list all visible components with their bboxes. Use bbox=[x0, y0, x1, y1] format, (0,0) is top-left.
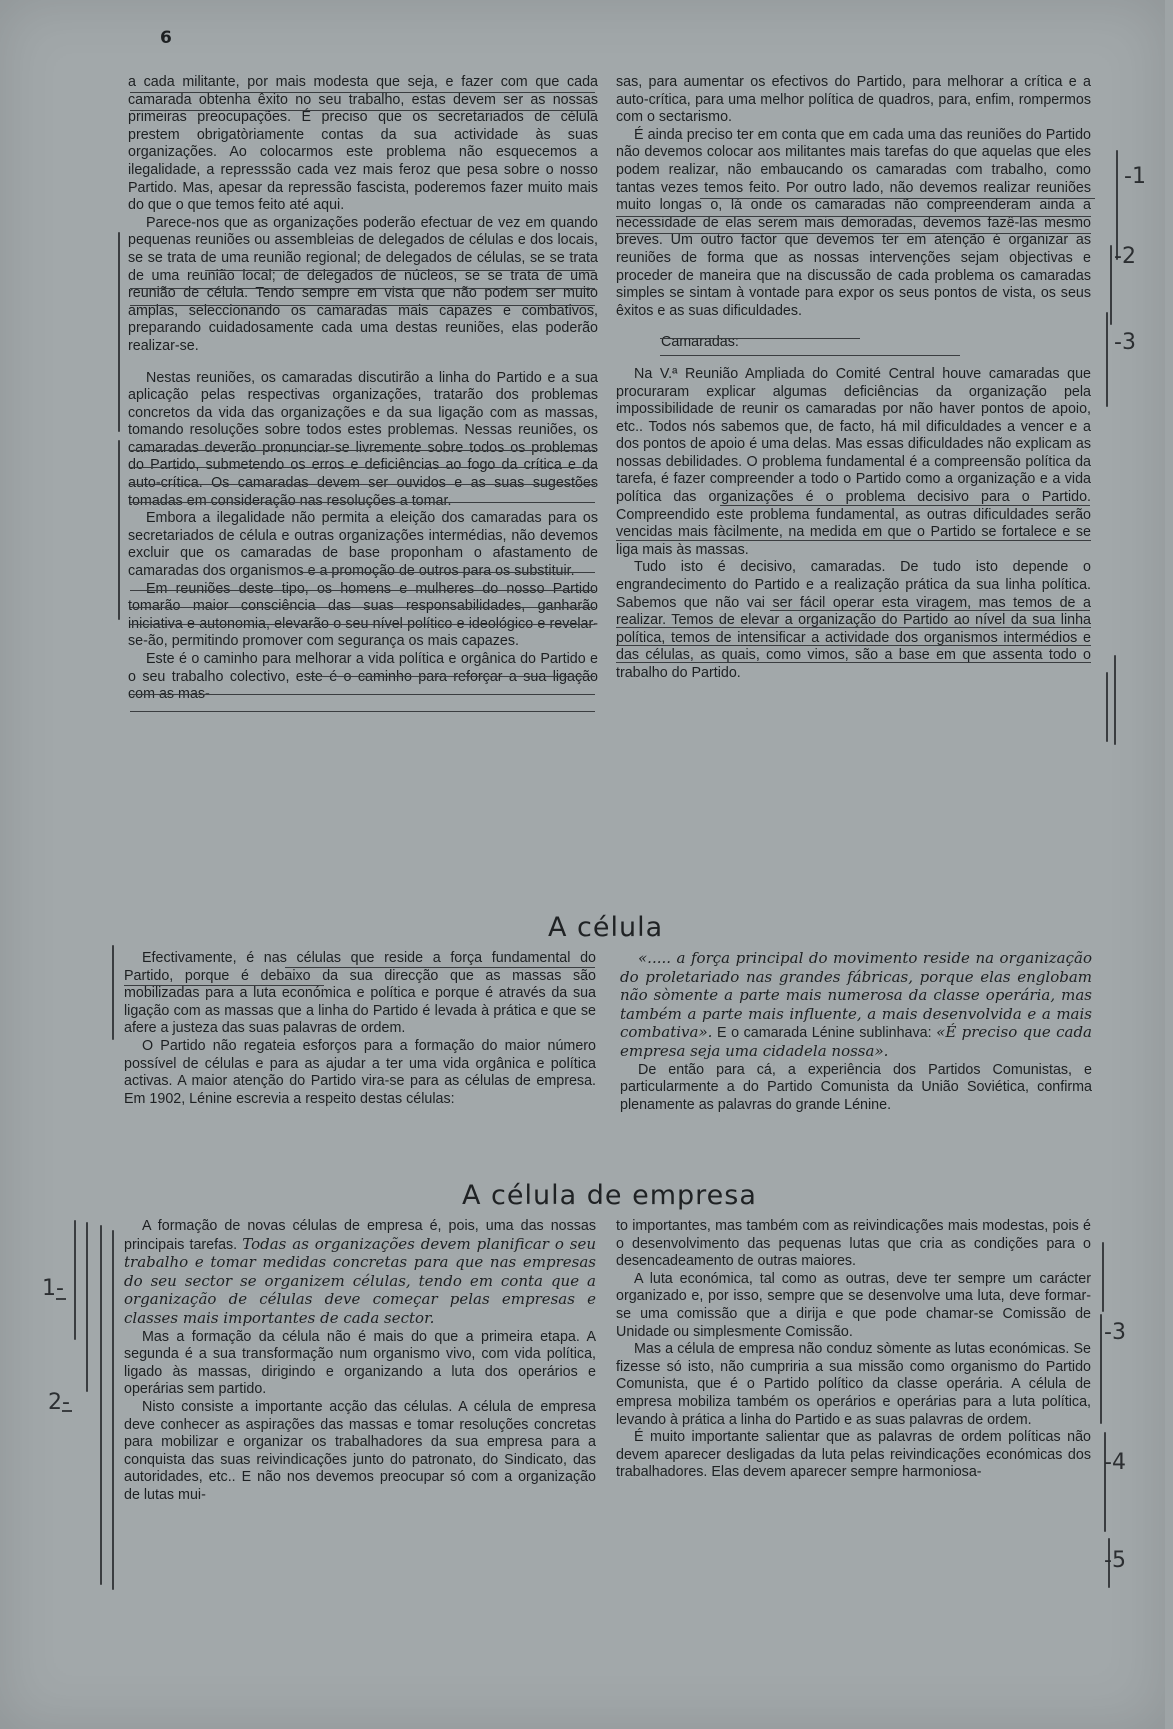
margin-bar bbox=[1104, 1432, 1106, 1532]
paragraph: to importantes, mas também com as reivindicações mais modestas, pois é o desenvolvimento das pequenas lutas que cria as condições para o desencadeamento de outras maiores. bbox=[616, 1218, 1091, 1270]
paragraph: Parece-nos que as organizações poderão efectuar de vez em quando pequenas reuniões ou assembleias de delegados de células e dos locais, se se trata de uma reunião regional; de delegados de células, se se trata de uma reunião local; de delegados de núcleos, se se trata de uma reunião de célula. Tendo sempre em vista que não podem ser muito amplas, seleccionando os camaradas mais capazes e combativos, preparando cuidadosamente cada uma destas reuniões, elas poderão realizar-se. bbox=[128, 214, 598, 354]
pencil-tick bbox=[62, 1410, 72, 1412]
pencil-underline bbox=[130, 92, 595, 93]
paragraph: Mas a formação da célula não é mais do que a primeira etapa. A segunda é a sua transformação num organismo vivo, com vida política, ligado às massas, dirigindo e organizando a luta dos operários e operárias sem partido. bbox=[124, 1328, 596, 1398]
pencil-underline bbox=[660, 355, 960, 356]
paragraph: Tudo isto é decisivo, camaradas. De tudo isto depende o engrandecimento do Partido e a realização prática da sua linha política. Sabemos que não vai ser fácil operar esta viragem, mas temos de a realizar. Temos de elevar a organização do Partido ao nível da sua linha política, temos de intensificar a actividade dos organismos intermédios e das células, as quais, como vimos, são a base em que assenta todo o trabalho do Partido. bbox=[616, 559, 1091, 681]
paragraph: a cada militante, por mais modesta que seja, e fazer com que cada camarada obtenha êxito no seu trabalho, estas devem ser as nossas primeiras preocupações. É preciso que os secretariados de célula prestem obrigatòriamente contas da sua actividade às suas organizações. Ao colocarmos este problema não esquecemos a ilegalidade, a represssão cada vez mais feroz que pesa sobre o nosso Partido. Mas, apesar da repressão fascista, poderemos fazer muito mais do que o que temos feito até aqui. bbox=[128, 74, 598, 214]
pencil-underline bbox=[130, 484, 595, 485]
pencil-underline bbox=[124, 985, 324, 986]
margin-note: -3 bbox=[1114, 330, 1136, 355]
pencil-underline bbox=[130, 590, 595, 591]
pencil-underline bbox=[130, 450, 595, 451]
margin-bar bbox=[118, 440, 120, 620]
paragraph: É muito importante salientar que as palavras de ordem políticas não devem aparecer desligadas da luta pelas reivindicações económicas dos trabalhadores. Elas devem aparecer sempre harmoniosa- bbox=[616, 1429, 1091, 1481]
left-column-top bbox=[128, 74, 598, 704]
margin-note: 2- bbox=[48, 1390, 70, 1415]
margin-note: -2 bbox=[1114, 244, 1136, 269]
celula-left-column bbox=[124, 950, 596, 1108]
section-heading: A célula de empresa bbox=[462, 1180, 757, 1211]
pencil-underline bbox=[130, 694, 595, 695]
pencil-underline bbox=[616, 662, 1091, 663]
paragraph-text: A formação de novas células de empresa é, pois, uma das nossas principais tarefas. bbox=[124, 1218, 596, 1253]
pencil-underline bbox=[285, 967, 595, 968]
paragraph: sas, para aumentar os efectivos do Partido, para melhorar a crítica e a auto-crítica, para uma melhor política de quadros, para, enfim, rompermos com o sectarismo. bbox=[616, 74, 1091, 126]
margin-bar bbox=[1106, 312, 1108, 407]
quote-intro: E o camarada Lénine sublinhava: bbox=[712, 1025, 937, 1042]
paragraph: Este é o caminho para melhorar a vida política e orgânica do Partido e o seu trabalho colectivo, este é o caminho para reforçar a sua ligação com as mas- bbox=[128, 651, 598, 703]
pencil-underline bbox=[616, 233, 1091, 234]
paragraph: A luta económica, tal como as outras, deve ter sempre um carácter organizado e, por isso, sempre que se desenvolve uma luta, deve formar-se uma comissão que a dirija e que pode chamar-se Comissão de Unidade ou simplesmente Comissão. bbox=[616, 1270, 1091, 1340]
margin-note: -4 bbox=[1104, 1450, 1126, 1475]
pencil-underline bbox=[616, 627, 1091, 628]
pencil-tick bbox=[56, 1298, 66, 1300]
pencil-underline bbox=[130, 110, 595, 111]
paragraph: Nisto consiste a importante acção das células. A célula de empresa deve conhecer as aspirações das massas e tomar resoluções concretas para mobilizar e organizar os trabalhadores da sua empresa para a conquista das suas reivindicações junto do patronato, do Sindicato, das autoridades, etc.. E não nos devemos preocupar só com a organização de lutas mui- bbox=[124, 1398, 596, 1503]
pencil-underline bbox=[130, 711, 595, 712]
margin-note: -1 bbox=[1124, 164, 1146, 189]
paragraph: Em reuniões deste tipo, os homens e mulheres do nosso Partido tomarão maior consciência das suas responsabilidades, ganharão iniciativa e autonomia, elevarão o seu nível político e ideológico e revelar-se-ão, permitindo promover com segurança os mais capazes. bbox=[128, 580, 598, 650]
pencil-underline bbox=[616, 216, 1091, 217]
pencil-underline bbox=[130, 288, 595, 289]
pencil-underline bbox=[660, 338, 860, 339]
margin-bar bbox=[118, 232, 120, 432]
margin-bar bbox=[112, 1230, 114, 1590]
paragraph: É ainda preciso ter em conta que em cada uma das reuniões do Partido não devemos colocar aos militantes mais tarefas do que aquelas que eles podem realizar, não embaucando os camaradas com trabalho, como tantas vezes temos feito. Por outro lado, não devemos realizar reuniões muito longas o, lá onde os camaradas não compreenderam ainda a necessidade de elas serem mais demoradas, devemos fazê-las mesmo breves. Um outro factor que devemos ter em atenção é organizar as reuniões de forma que as nossas intervenções sejam objectivas e proceder de maneira que na discussão de cada problema os camaradas simples se sintam à vontade para expor os seus pontos de vista, os seus êxitos e as suas dificuldades. bbox=[616, 126, 1091, 319]
margin-bar bbox=[100, 1225, 102, 1585]
section-heading: A célula bbox=[548, 912, 664, 943]
margin-note: 1- bbox=[42, 1276, 64, 1301]
salutation: Camaradas: bbox=[661, 334, 739, 351]
margin-bar bbox=[112, 945, 114, 1040]
pencil-underline bbox=[770, 610, 1090, 611]
right-column-top bbox=[616, 74, 1091, 683]
italic-passage: Todas as organizações devem planificar o seu trabalho e tomar medidas concretas para que nas empresas do seu sector se organizem células, tendo em conta que a organização de células deve começar pelas empresas e classes mais importantes de cada sector. bbox=[124, 1234, 596, 1327]
empresa-left-column bbox=[124, 1218, 596, 1505]
pencil-underline bbox=[130, 607, 595, 608]
paragraph: Efectivamente, é nas células que reside a força fundamental do Partido, porque é debaixo da sua direcção que as massas são mobilizadas para a luta económica e política e porque é através da sua ligação com as massas que a linha do Partido é levada à prática e que se afere a justeza das suas palavras de ordem. bbox=[124, 950, 596, 1037]
empresa-right-column bbox=[616, 1218, 1091, 1482]
paragraph: Na V.ª Reunião Ampliada do Comité Central houve camaradas que procuraram explicar algumas deficiências da organização pela impossibilidade de reunir os camaradas por não haver pontos de apoio, etc.. Todos nós sabemos que, de facto, há mil dificuldades a vencer e a dos pontos de apoio é uma delas. Mas essas dificuldades não explicam as nossas debilidades. O problema fundamental é a compreensão política da tarefa, é fazer compreender a todo o Partido como a organização e a vida política das organizações é o problema decisivo para o Partido. Compreendido este problema fundamental, as outras dificuldades serão vencidas mais fàcilmente, na medida em que o Partido se fortalece e se liga mais às massas. bbox=[616, 365, 1091, 558]
lenin-quote: «É preciso que cada empresa seja uma cidadela nossa». bbox=[620, 1023, 1092, 1060]
pencil-underline bbox=[130, 624, 595, 625]
margin-bar bbox=[86, 1222, 88, 1392]
pencil-underline bbox=[310, 676, 595, 677]
paragraph bbox=[620, 950, 1092, 1062]
pencil-underline bbox=[130, 467, 595, 468]
pencil-underline bbox=[616, 645, 1091, 646]
paragraph bbox=[124, 1218, 596, 1329]
margin-note: -5 bbox=[1104, 1548, 1126, 1573]
margin-bar bbox=[1114, 655, 1116, 745]
margin-bar bbox=[1106, 672, 1108, 742]
paragraph: Embora a ilegalidade não permita a eleição dos camaradas para os secretariados de célula e outras organizações intermédias, não devemos excluir que os camaradas de base proponham o afastamento de camaradas dos organismos e a promoção de outros para os substituir. bbox=[128, 510, 598, 580]
pencil-underline bbox=[130, 502, 595, 503]
celula-right-column bbox=[620, 950, 1092, 1114]
margin-note: -3 bbox=[1104, 1320, 1126, 1345]
margin-bar bbox=[1102, 1242, 1104, 1312]
margin-bar bbox=[74, 1220, 76, 1340]
pencil-underline bbox=[720, 505, 1090, 506]
paragraph: De então para cá, a experiência dos Partidos Comunistas, e particularmente a do Partido Comunista da União Soviética, confirma plenamente as palavras do grande Lénine. bbox=[620, 1061, 1092, 1113]
pencil-underline bbox=[616, 540, 1091, 541]
paragraph: O Partido não regateia esforços para a formação do maior número possível de células e para as ajudar a ter uma vida orgânica e política activas. A maior atenção do Partido vira-se para as células de empresa. Em 1902, Lénine escrevia a respeito destas células: bbox=[124, 1037, 596, 1107]
pencil-underline bbox=[700, 198, 1095, 199]
lenin-quote: «..... a força principal do movimento reside na organização do proletariado nas grandes fábricas, porque elas englobam não sòmente a parte mais numerosa da classe operária, mas também a parte mais influente, a mais desenvolvida e a mais combativa». bbox=[620, 949, 1092, 1042]
pencil-underline bbox=[205, 270, 595, 271]
pencil-underline bbox=[130, 305, 595, 306]
paragraph: Mas a célula de empresa não conduz sòmente as lutas económicas. Se fizesse só isto, não cumpriria a sua missão como organismo do Partido Comunista, que é o Partido político da classe operária. A célula de empresa mobiliza também os operários e operárias para a luta política, levando à prática a linha do Partido e as suas palavras de ordem. bbox=[616, 1341, 1091, 1428]
paragraph: Nestas reuniões, os camaradas discutirão a linha do Partido e a sua aplicação pelas respectivas organizações, tratarão dos problemas concretos da vida das organizações e da sua ligação com as massas, tomando resoluções sobre todos estes problemas. Nessas reuniões, os camaradas deverão pronunciar-se livremente sobre todos os problemas do Partido, submetendo os erros e deficiências ao fogo da crítica e da auto-crítica. Os camaradas devem ser ouvidos e as suas sugestões tomadas em consideração nas resoluções a tomar. bbox=[128, 369, 598, 509]
margin-bar bbox=[1100, 1314, 1102, 1424]
page-number: 6 bbox=[160, 28, 172, 48]
pencil-underline bbox=[300, 572, 595, 573]
margin-bar bbox=[1110, 245, 1112, 325]
